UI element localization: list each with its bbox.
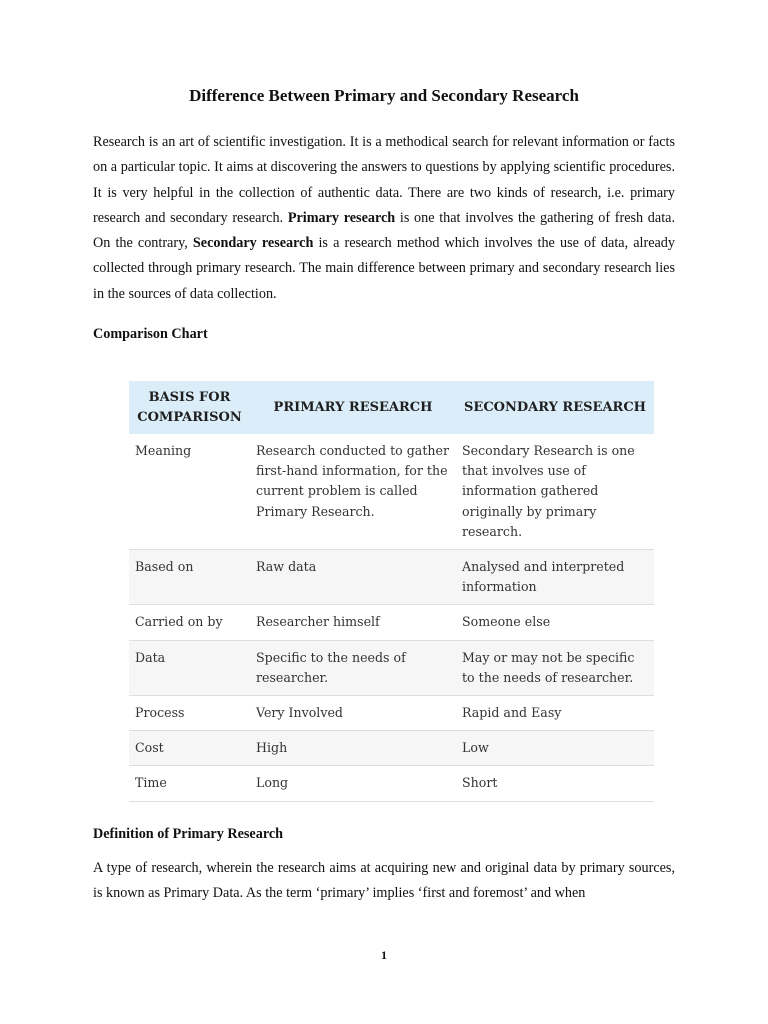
cell-primary: Researcher himself [250, 605, 456, 640]
cell-secondary: Low [456, 731, 654, 766]
table-row [129, 434, 654, 550]
intro-text-3: is a research method which involves the use of data, already collected through primary research. The main difference between primary and secondary research lies in the sources of data collection. [93, 235, 675, 302]
cell-secondary: Someone else [456, 605, 654, 640]
cell-secondary: Analysed and interpreted information [456, 550, 654, 605]
cell-basis: Meaning [129, 434, 250, 550]
table-row [129, 731, 654, 766]
cell-basis: Time [129, 766, 250, 801]
cell-basis: Cost [129, 731, 250, 766]
table-row [129, 696, 654, 731]
cell-primary: Specific to the needs of researcher. [250, 640, 456, 695]
cell-basis: Carried on by [129, 605, 250, 640]
header-primary: PRIMARY RESEARCH [250, 381, 456, 434]
table-row [129, 640, 654, 695]
table-header-row [129, 381, 654, 434]
definition-paragraph: A type of research, wherein the research aims at acquiring new and original data by primary sources, is known as Primary Data. As the term ‘primary’ implies ‘first and foremost’ and when [93, 860, 675, 902]
page-title: Difference Between Primary and Secondary Research [189, 86, 579, 105]
cell-secondary: Rapid and Easy [456, 696, 654, 731]
comparison-table [129, 381, 654, 802]
cell-primary: Very Involved [250, 696, 456, 731]
cell-primary: Raw data [250, 550, 456, 605]
cell-secondary: Secondary Research is one that involves use of information gathered originally by primary research. [456, 434, 654, 550]
cell-primary: Research conducted to gather first-hand information, for the current problem is called Primary Research. [250, 434, 456, 550]
cell-primary: High [250, 731, 456, 766]
cell-secondary: Short [456, 766, 654, 801]
table-row [129, 605, 654, 640]
intro-bold-primary: Primary research [287, 209, 396, 226]
page-number: 1 [381, 948, 387, 962]
cell-primary: Long [250, 766, 456, 801]
cell-basis: Process [129, 696, 250, 731]
cell-basis: Based on [129, 550, 250, 605]
cell-basis: Data [129, 640, 250, 695]
header-secondary: SECONDARY RESEARCH [456, 381, 654, 434]
intro-paragraph [93, 130, 675, 307]
intro-bold-secondary: Secondary research [192, 235, 314, 252]
comparison-chart-heading: Comparison Chart [93, 326, 208, 342]
table-row [129, 766, 654, 801]
header-basis: BASIS FOR COMPARISON [129, 381, 250, 434]
intro-text-1: Research is an art of scientific investigation. It is a methodical search for relevant information or facts on a particular topic. It aims at discovering the answers to questions by applying scientific procedures. It is very helpful in the collection of authentic data. There are two kinds of research, i.e. primary research and secondary research. [93, 134, 675, 226]
table-row [129, 550, 654, 605]
cell-secondary: May or may not be specific to the needs of researcher. [456, 640, 654, 695]
definition-heading: Definition of Primary Research [93, 826, 284, 842]
intro-text-2: is one that involves the gathering of fresh data. On the contrary, [93, 209, 675, 252]
